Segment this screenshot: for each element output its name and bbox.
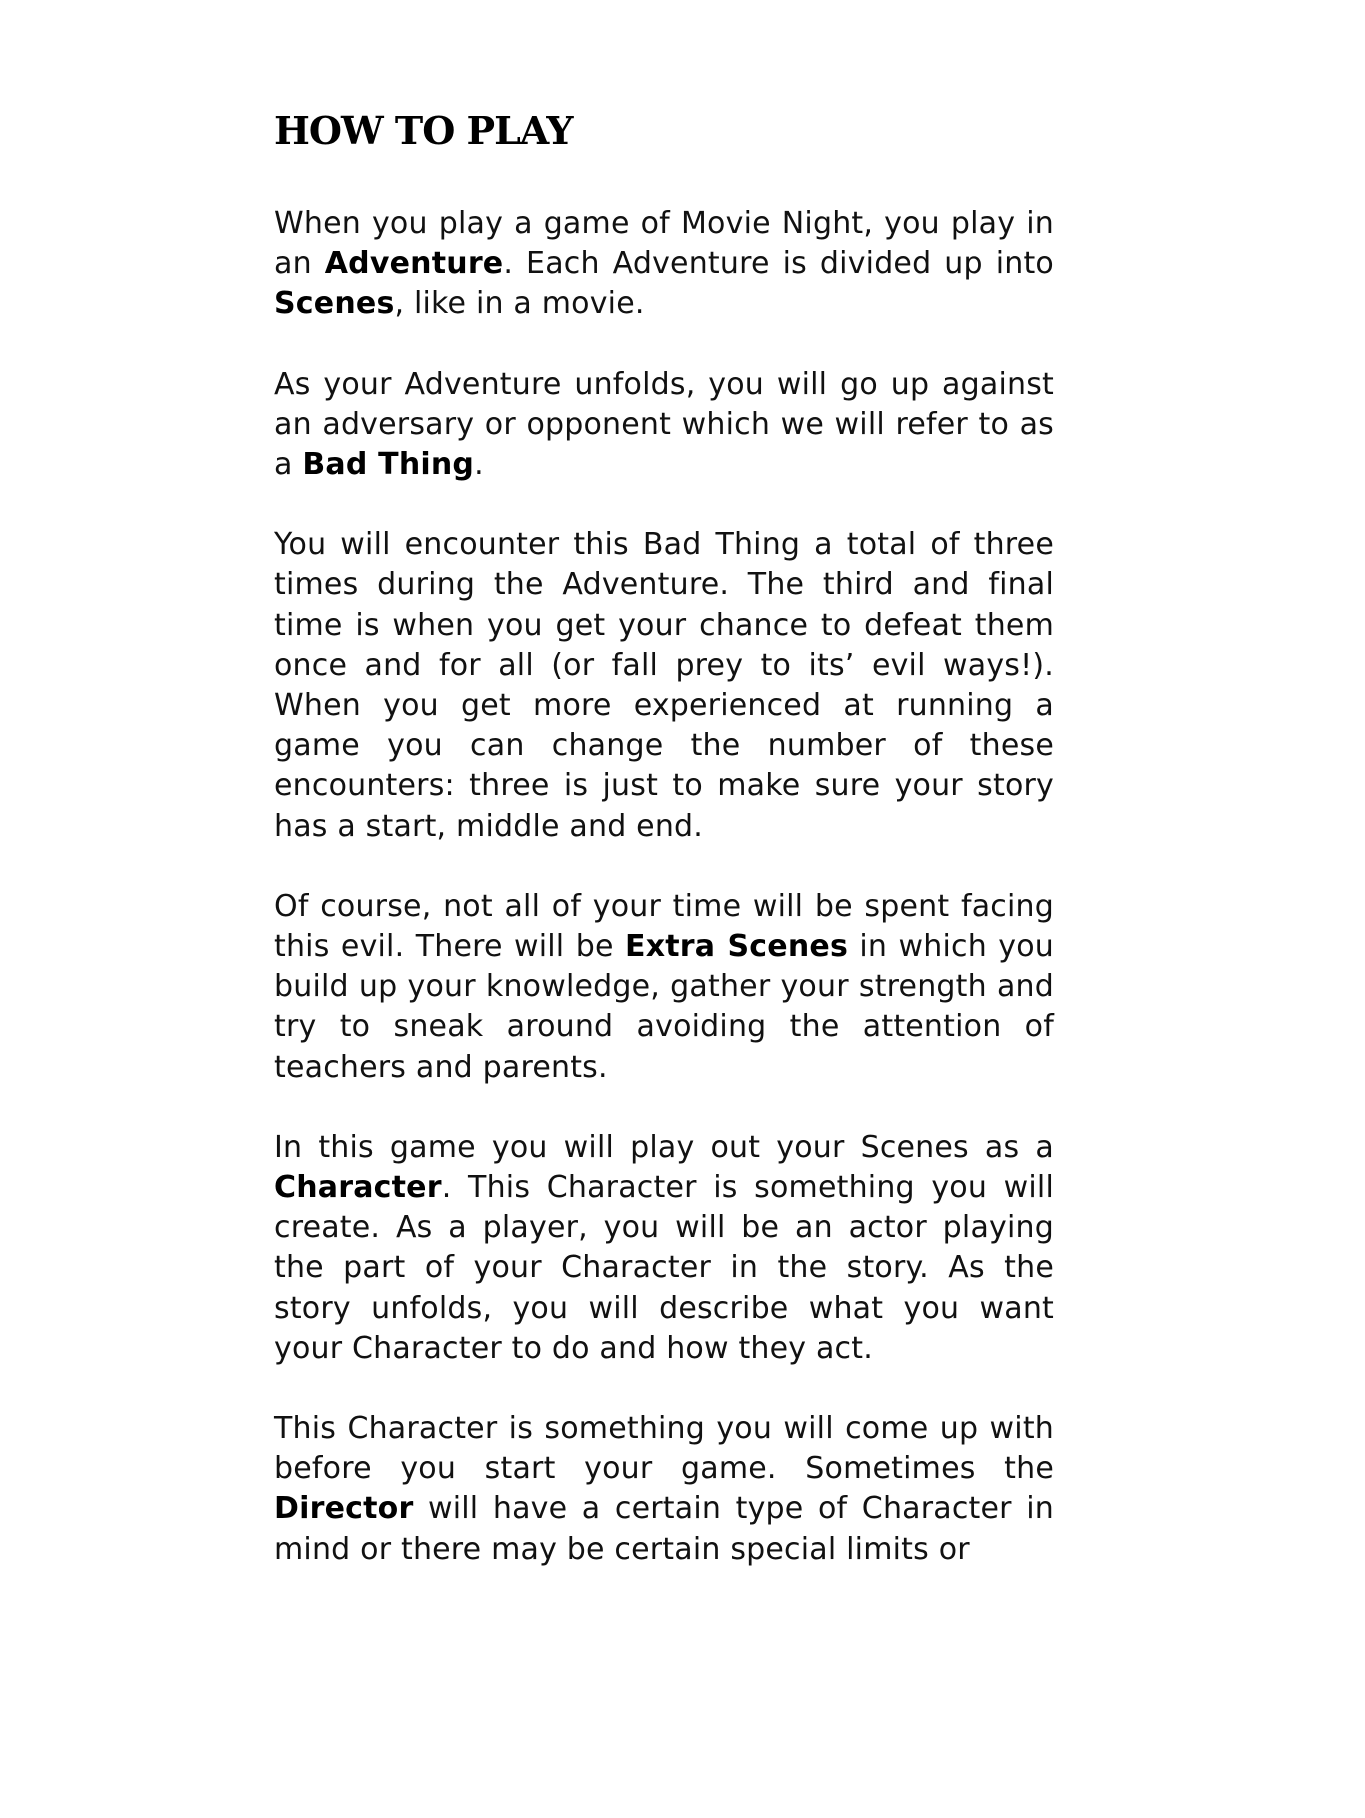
text-run: in which you build up your knowledge, gather your strength and try to sneak around avoiding the attention of teachers and parents. [274,929,1054,1085]
text-run: As your Adventure unfolds, you will go up against an adversary or opponent which we will refer to as a [274,366,1054,483]
paragraph-character [274,1128,1054,1369]
term-adventure: Adventure [324,246,504,282]
paragraph-director [274,1409,1054,1570]
paragraph-adventure [274,204,1054,325]
text-run: In this game you will play out your Scenes as a [274,1129,1054,1165]
term-director: Director [274,1491,414,1527]
text-run: . Each Adventure is divided up into [503,246,1054,282]
text-run: . [474,447,484,483]
text-run: will have a certain type of Character in mind or there may be certain special limits or [274,1491,1054,1567]
page-title: HOW TO PLAY [274,108,573,153]
term-bad-thing: Bad Thing [302,447,475,483]
paragraph-encounters [274,525,1054,847]
text-run: , like in a movie. [394,286,645,322]
text-run: This Character is something you will come up with before you start your game. Sometimes the [274,1411,1054,1487]
text-run: Of course, not all of your time will be spent facing this evil. There will be [274,888,1054,965]
term-character: Character [274,1170,442,1206]
text-run: When you play a game of Movie Night, you play in an [274,206,1054,282]
term-extra-scenes: Extra Scenes [625,929,849,965]
paragraph-extra-scenes [274,887,1054,1088]
text-run: . This Character is something you will create. As a player, you will be an actor playing the part of your Character in the story. As the story unfolds, you will describe what you want your Character to do and how they act. [274,1170,1054,1366]
term-scenes: Scenes [274,286,395,322]
text-run: You will encounter this Bad Thing a total of three times during the Adventure. The third and final time is when you get your chance to defeat them once and for all (or fall prey to its’ evil ways!). When you get more experienced at running a game you can change the number of these encounters: three is just to make sure your story has a start, middle and end. [274,527,1054,844]
paragraph-bad-thing [274,365,1054,486]
page-content [274,106,1054,1570]
